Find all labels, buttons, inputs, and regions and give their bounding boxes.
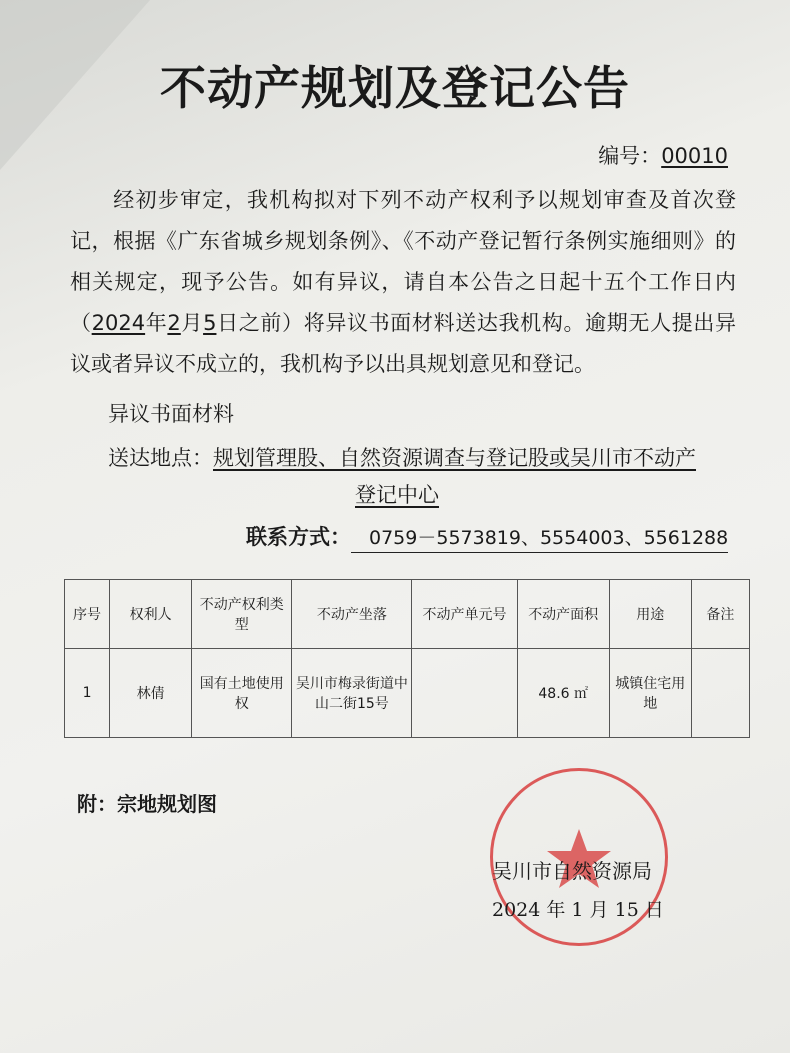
delivery-label: 送达地点： [108, 446, 213, 470]
table-header-row [65, 580, 750, 649]
deadline-month: 2 [167, 311, 181, 335]
issue-date: 2024 年 1 月 15 日 [492, 899, 664, 921]
table-row [65, 649, 750, 738]
cell-area: 48.6 ㎡ [517, 649, 609, 738]
header-unit-no: 不动产单元号 [412, 580, 517, 649]
delivery-value: 规划管理股、自然资源调查与登记股或吴川市不动产 [213, 446, 696, 470]
cell-location: 吴川市梅录街道中山二街15号 [292, 649, 412, 738]
header-area: 不动产面积 [517, 580, 609, 649]
notice-body: 经初步审定，我机构拟对下列不动产权利予以规划审查及首次登记，根据《广东省城乡规划条例》、《不动产登记暂行条例实施细则》的相关规定，现予公告。如有异议，请自本公告之日起十五个工作日内（2024年2月5日之前）将异议书面材料送达我机构。逾期无人提出异议或者异议不成立的，我机构予以出具规划意见和登记。 [70, 188, 737, 376]
contact-label: 联系方式： [246, 524, 351, 549]
contact-info [246, 521, 728, 553]
header-usage: 用途 [609, 580, 691, 649]
deadline-day: 5 [203, 311, 217, 335]
body-part1: 经初步审定，我机构拟对下列不动产权利予以规划审查及首次登记，根据《广东省城乡规划条例》、《不动产登记暂行条例实施细则》的相关规定，现予公告。如有异议，请自本公告之日起十五个工作日内（ [70, 188, 736, 335]
cell-seq: 1 [65, 649, 110, 738]
header-seq: 序号 [65, 580, 110, 649]
deadline-year: 2024 [91, 311, 146, 335]
property-table [64, 579, 750, 738]
cell-remark [691, 649, 749, 738]
header-owner: 权利人 [110, 580, 192, 649]
document-number-label: 编号： [598, 144, 662, 168]
body-part2: 日之前）将异议书面材料送达我机构。逾期无人提出异议或者异议不成立的，我机构予以出具规划意见和登记。 [70, 311, 737, 376]
header-location: 不动产坐落 [292, 580, 412, 649]
cell-usage: 城镇住宅用地 [609, 649, 691, 738]
notice-title: 不动产规划及登记公告 [160, 61, 630, 115]
cell-right-type: 国有土地使用权 [192, 649, 292, 738]
delivery-location [108, 438, 738, 479]
objection-materials: 异议书面材料 [108, 402, 234, 426]
header-right-type: 不动产权利类型 [192, 580, 292, 649]
document-number [598, 140, 728, 170]
document-number-value: 00010 [661, 144, 728, 168]
issuer-name: 吴川市自然资源局 [492, 859, 652, 883]
delivery-value-continued: 登记中心 [355, 483, 439, 507]
cell-owner: 林倩 [110, 649, 192, 738]
header-remark: 备注 [691, 580, 749, 649]
cell-unit-no [412, 649, 517, 738]
attachment-note: 附：宗地规划图 [77, 792, 217, 816]
contact-phones: 0759－5573819、5554003、5561288 [351, 523, 728, 553]
